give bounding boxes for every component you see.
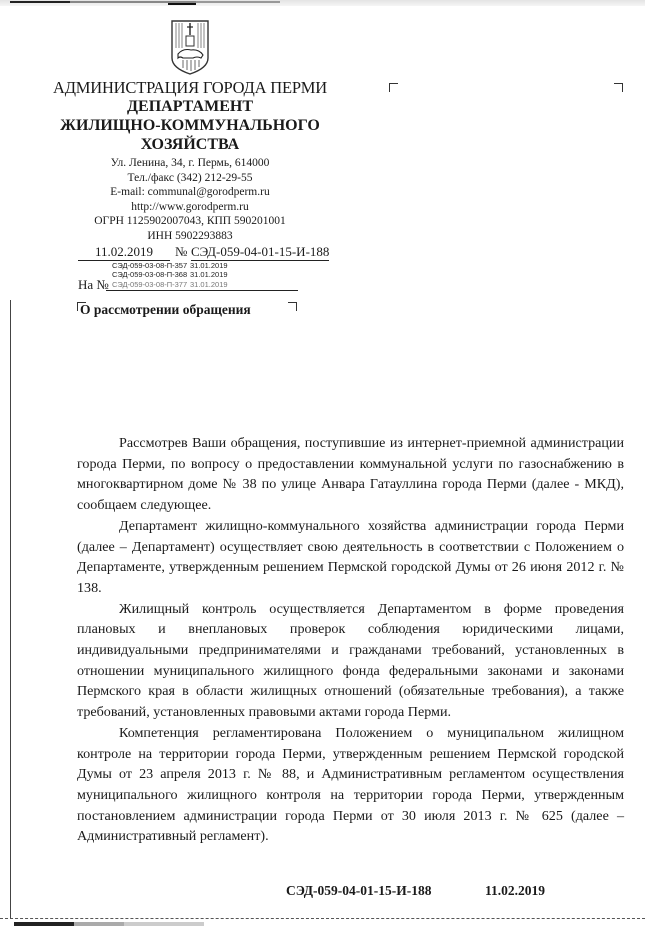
address-corner-mark [389, 83, 398, 92]
reference-date: 31.01.2019 [190, 280, 228, 289]
letterhead [40, 18, 340, 244]
body-paragraph: Компетенция регламентирована Положением о муниципальном жилищном контроле на территории города Перми, утвержденным решением Пермской городской Думы от 23 апреля 2013 г. № 88, и Административным регламентом осуществления муниципального жилищного контроля на территории города Перми, утвержденным постановлением администрации города Перми от 30 июля 2013 г. № 625 (далее – Административный регламент). [77, 724, 624, 845]
reference-date: 31.01.2019 [190, 270, 228, 279]
department-name-line: ЖИЛИЩНО-КОММУНАЛЬНОГО [60, 117, 320, 134]
address-corner-mark [614, 83, 623, 92]
reference-number: СЭД-059-03-08-П-368 [112, 270, 188, 279]
scan-artifact [196, 1, 244, 3]
scan-artifact [14, 922, 74, 926]
subject-corner-mark [288, 302, 297, 311]
email: E-mail: communal@gorodperm.ru [110, 186, 270, 199]
administration-name: АДМИНИСТРАЦИЯ ГОРОДА ПЕРМИ [53, 78, 327, 97]
page-left-margin-line [10, 300, 11, 919]
document-date: 11.02.2019 [78, 244, 170, 261]
scan-artifact [168, 3, 196, 5]
number-label: № [175, 244, 188, 259]
inn: ИНН 5902293883 [147, 229, 233, 242]
department-name-line: ХОЗЯЙСТВА [140, 136, 240, 153]
page-cut-line [0, 918, 645, 919]
footer-document-date: 11.02.2019 [485, 883, 546, 898]
perm-coat-of-arms-icon [169, 18, 211, 76]
reply-to-underline [106, 290, 298, 291]
address: Ул. Ленина, 34, г. Пермь, 614000 [110, 157, 270, 169]
department-name-line: ДЕПАРТАМЕНТ [127, 98, 253, 115]
contact-details [40, 156, 340, 244]
scan-artifact [124, 922, 204, 926]
footer-document-number: СЭД-059-04-01-15-И-188 [286, 883, 432, 898]
scan-artifact [10, 1, 70, 3]
letter-body [77, 433, 624, 847]
letter-subject: О рассмотрении обращения [80, 302, 251, 317]
reference-number: СЭД-059-03-08-П-357 [112, 261, 188, 270]
reference-number: СЭД-059-03-08-П-377 [112, 280, 188, 289]
body-paragraph: Департамент жилищно-коммунального хозяйства администрации города Перми (далее – Департамент) осуществляет свою деятельность в соответствии с Положением о Департаменте, утвержденным решением Пермской городской Думы от 26 июня 2012 г. № 138. [77, 517, 624, 596]
body-paragraph: Рассмотрев Ваши обращения, поступившие из интернет-приемной администрации города Перми, по вопросу о предоставлении коммунальной услуги по газоснабжению в многоквартирном доме № 38 по улице Анвара Гатауллина города Перми (далее - МКД), сообщаем следующее. [77, 435, 624, 514]
reply-to-label: На № [78, 277, 109, 292]
website: http://www.gorodperm.ru [131, 200, 249, 213]
scan-artifact [74, 922, 124, 926]
phone-fax: Тел./факс (342) 212-29-55 [127, 171, 253, 184]
registration-block [78, 244, 368, 292]
reference-date: 31.01.2019 [190, 261, 228, 270]
document-number: СЭД-059-04-01-15-И-188 [191, 244, 330, 259]
body-paragraph: Жилищный контроль осуществляется Департаментом в форме проведения плановых и внеплановых проверок соблюдения юридическими лицами, индивидуальными предпринимателями и гражданами требований, установленных в отношении муниципального жилищного фонда федеральными законами и законами Пермского края в области жилищных отношений (обязательные требования), а также требований, установленных правовыми актами города Перми. [77, 600, 624, 721]
ogrn-kpp: ОГРН 1125902007043, КПП 590201001 [94, 215, 286, 228]
